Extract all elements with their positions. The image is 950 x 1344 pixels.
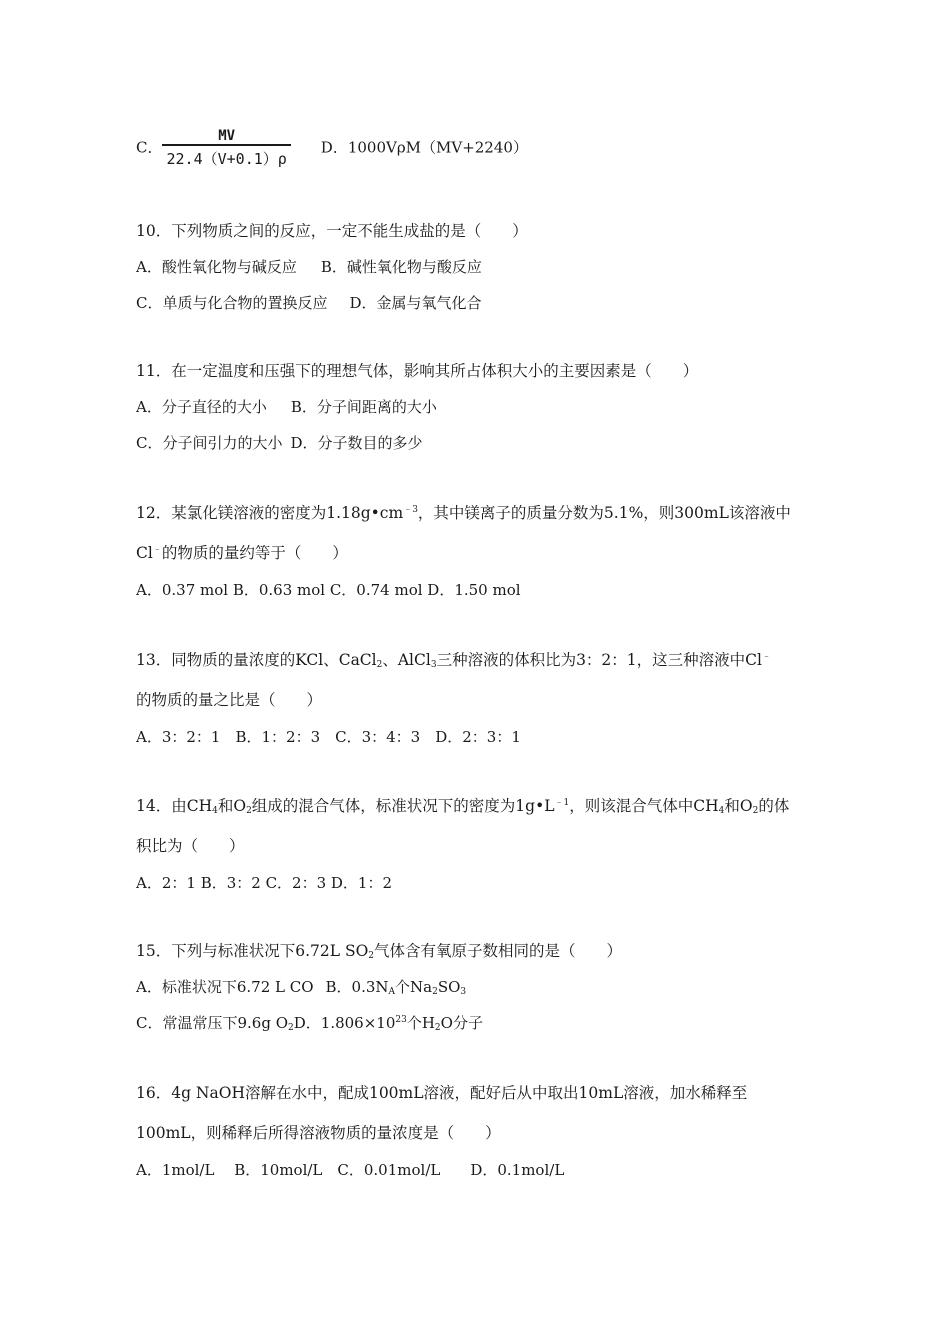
q12-options: A．0.37 mol B．0.63 mol C．0.74 mol D．1.50 mol [136, 581, 521, 599]
q15-b-sub-1: A [388, 987, 396, 997]
q10-options-row2 [136, 293, 482, 313]
q9-fraction-numerator: MV [218, 128, 236, 144]
q11-option-a: A．分子直径的大小 [136, 398, 267, 416]
q15-b-text-2: 个Na [395, 978, 433, 996]
q12-text-2: ，其中镁离子的质量分数为5.1%，则300mL该溶液中 [417, 504, 791, 522]
q15-sub-1: 2 [368, 951, 375, 961]
q14-text-4: ，则该混合气体中CH [569, 797, 719, 815]
q12-text-1: 12．某氯化镁溶液的密度为1.18g•cm [136, 504, 404, 522]
q15-d-text-2: 个H [406, 1014, 435, 1032]
q15-b-sub-3: 3 [460, 987, 467, 997]
q14-sub-2: 2 [246, 806, 252, 816]
q16-stem-line2: 100mL，则稀释后所得溶液物质的量浓度是（ ） [136, 1124, 501, 1142]
q10-options-row1 [136, 257, 482, 277]
q10-option-b: B．碱性氧化物与酸反应 [320, 258, 482, 276]
q14-text-2: 和O [217, 797, 247, 815]
q14-options: A．2：1 B．3：2 C．2：3 D．1：2 [136, 874, 393, 892]
q12-sup-1: ﹣3 [403, 505, 418, 515]
q15-stem [136, 941, 622, 961]
q9-option-c-label: C． [136, 138, 163, 157]
q13-stem-line2: 的物质的量之比是（ ） [136, 691, 323, 709]
q15-text-2: 气体含有氧原子数相同的是（ ） [374, 942, 623, 960]
q12-text-4: 的物质的量约等于（ ） [161, 544, 348, 562]
q11-options-row2 [136, 433, 423, 453]
q10-option-d: D．金属与氧气化合 [349, 294, 482, 312]
q13-sub-2: 3 [430, 660, 437, 670]
q13-text-3: 三种溶液的体积比为3：2：1，这三种溶液中Cl [436, 651, 762, 669]
q9-option-c-fraction [162, 128, 290, 169]
q11-options-row1 [136, 397, 437, 417]
q11-stem: 11．在一定温度和压强下的理想气体，影响其所占体积大小的主要因素是（ ） [136, 362, 699, 380]
q15-option-c [136, 1014, 294, 1032]
q9-option-d: D．1000VρM（MV+2240） [320, 138, 528, 157]
q15-b-text-1: B．0.3N [325, 978, 389, 996]
q9-options [136, 128, 528, 169]
q13-text-1: 13．同物质的量浓度的KCl、CaCl [136, 651, 377, 669]
q12-stem-line2 [136, 543, 348, 563]
q15-c-text: C．常温常压下9.6g O [136, 1014, 289, 1032]
q12-text-3: Cl [136, 544, 153, 562]
q16-options: A．1mol/L B．10mol/L C．0.01mol/L D．0.1mol/L [136, 1161, 565, 1179]
q14-text-5: 和O [724, 797, 753, 815]
q12-sup-2: ﹣ [152, 545, 162, 555]
q14-stem-line1 [136, 796, 789, 816]
q10-stem: 10．下列物质之间的反应，一定不能生成盐的是（ ） [136, 222, 528, 240]
q14-text-6: 的体 [758, 797, 790, 815]
q15-options-row1 [136, 977, 466, 997]
q11-option-b: B．分子间距离的大小 [290, 398, 437, 416]
q15-text-1: 15．下列与标准状况下6.72L SO [136, 942, 369, 960]
q10-option-c: C．单质与化合物的置换反应 [136, 294, 328, 312]
q13-text-2: 、AlCl [382, 651, 431, 669]
q9-fraction-denominator: 22.4（V+0.1）ρ [162, 144, 290, 169]
q14-text-1: 14．由CH [136, 797, 213, 815]
q15-options-row2 [136, 1013, 483, 1033]
q14-text-3: 组成的混合气体，标准状况下的密度为1g•L [251, 797, 555, 815]
q12-stem-line1 [136, 503, 791, 523]
q14-sub-1: 4 [212, 806, 218, 816]
q11-option-d: D．分子数目的多少 [290, 434, 423, 452]
q13-options: A．3：2：1 B．1：2：3 C．3：4：3 D．2：3：1 [136, 728, 521, 746]
q14-sub-4: 2 [752, 806, 759, 816]
q15-option-a: A．标准状况下6.72 L CO [136, 978, 314, 996]
q16-stem-line1: 16．4g NaOH溶解在水中，配成100mL溶液，配好后从中取出10mL溶液，加水稀释至 [136, 1084, 748, 1102]
q14-stem-line2: 积比为（ ） [136, 837, 245, 855]
q13-stem-line1 [136, 650, 771, 670]
q11-option-c: C．分子间引力的大小 [136, 434, 283, 452]
q15-d-sub: 2 [434, 1023, 441, 1033]
q15-b-sub-2: 2 [432, 987, 438, 997]
q15-d-sup: 23 [395, 1015, 407, 1025]
q15-option-b [326, 978, 467, 996]
q15-d-text-1: D．1.806×10 [293, 1014, 396, 1032]
q10-option-a: A．酸性氧化物与碱反应 [136, 258, 297, 276]
q15-option-d [294, 1014, 483, 1032]
q13-sup-1: ﹣ [761, 652, 771, 662]
q15-d-text-3: O分子 [440, 1014, 483, 1032]
q14-sub-3: 4 [718, 806, 725, 816]
q15-c-sub: 2 [288, 1023, 294, 1033]
q13-sub-1: 2 [376, 660, 383, 670]
q14-sup-1: ﹣1 [554, 798, 570, 808]
q15-b-text-3: SO [437, 978, 461, 996]
